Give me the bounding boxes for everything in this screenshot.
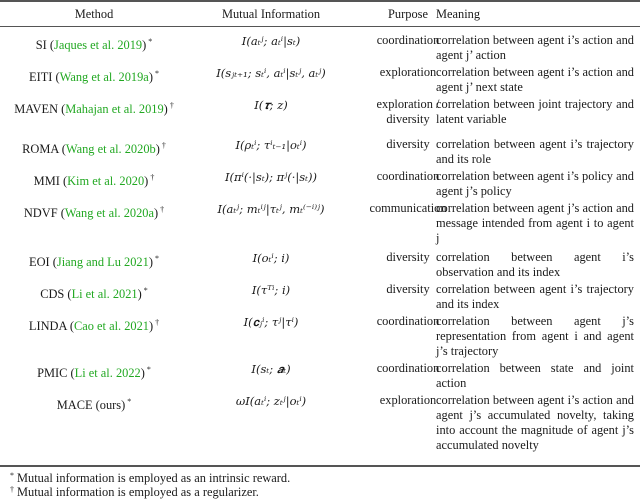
table-row-method: NDVF (Wang et al. 2020a) †: [23, 205, 165, 220]
table-row-mutual-information: I(oₜⁱ; i): [252, 251, 290, 265]
table-row-method: PMIC (Li et al. 2022) *: [37, 365, 151, 380]
table-row-purpose: exploration / diversity: [376, 97, 440, 126]
bottom-rule: [0, 465, 640, 467]
citation-link[interactable]: Mahajan et al. 2019: [65, 102, 164, 116]
citation-link[interactable]: Jaques et al. 2019: [54, 38, 143, 52]
table-row-mutual-information: I(𝐜ⱼⁱ; τʲ|τⁱ): [243, 315, 299, 329]
table-row-purpose: exploration: [379, 65, 437, 79]
table-row-purpose: coordination: [376, 361, 440, 375]
table-row-purpose: diversity: [386, 137, 430, 151]
table-row-mutual-information: I(𝝉; z): [254, 98, 288, 112]
table-row-mutual-information: I(τᵀⁱ; i): [251, 283, 291, 297]
table-row-method: EITI (Wang et al. 2019a) *: [29, 69, 159, 84]
table-row-method: LINDA (Cao et al. 2021) †: [28, 318, 160, 333]
citation-link[interactable]: Jiang and Lu 2021: [56, 255, 149, 269]
table-row-mutual-information: I(sⱼₜ₊₁; sₜⁱ, aₜⁱ|sₜʲ, aₜʲ): [216, 66, 326, 80]
table-row-meaning: correlation between agent i’s action and agent j’ action: [436, 33, 634, 62]
citation-link[interactable]: Li et al. 2021: [71, 287, 138, 301]
table-row-method: MACE (ours) *: [56, 397, 132, 412]
table-row-purpose: diversity: [386, 282, 430, 296]
table-row-meaning: correlation between joint trajectory and latent variable: [436, 97, 634, 126]
table-row-meaning: correlation between agent i’s trajectory and its index: [436, 282, 634, 311]
table-row-meaning: correlation between agent i’s action and agent j’s accumulated novelty, taking into account the magnitude of agent j’s accumulated novelty: [436, 393, 634, 452]
citation-link[interactable]: Wang et al. 2019a: [59, 70, 149, 84]
top-rule: [0, 0, 640, 2]
footnote-intrinsic-reward: * Mutual information is employed as an intrinsic reward.: [10, 471, 291, 485]
header-mutual-information: Mutual Information: [221, 7, 321, 21]
table-row-mutual-information: I(aₜʲ; mₜⁱʲ|τₜʲ, mₜ⁽⁻ⁱ⁾ʲ): [217, 202, 325, 216]
table-row-meaning: correlation between agent i’s trajectory and its role: [436, 137, 634, 166]
table-row-mutual-information: ωI(aₜⁱ; zₜʲ|oₜⁱ): [235, 394, 307, 408]
table-row-purpose: exploration: [379, 393, 437, 407]
table-row-meaning: correlation between agent i’s observation and its index: [436, 250, 634, 279]
table-row-mutual-information: I(sₜ; 𝒂ₜ): [251, 362, 291, 376]
header-purpose: Purpose: [388, 7, 428, 21]
table-row-meaning: correlation between agent i’s policy and agent j’s policy: [436, 169, 634, 198]
table-row-meaning: correlation between state and joint action: [436, 361, 634, 390]
header-meaning: Meaning: [436, 7, 481, 21]
table-row-method: CDS (Li et al. 2021) *: [40, 286, 148, 301]
footnote-regularizer: † Mutual information is employed as a regularizer.: [10, 485, 259, 499]
citation-link[interactable]: Wang et al. 2020a: [64, 206, 154, 220]
citation-link[interactable]: Li et al. 2022: [74, 366, 141, 380]
table-row-meaning: correlation between agent i’s action and agent j’ next state: [436, 65, 634, 94]
table-row-mutual-information: I(πⁱ(·|sₜ); πʲ(·|sₜ)): [225, 170, 317, 184]
table-row-method: MAVEN (Mahajan et al. 2019) †: [14, 101, 174, 116]
table-row-meaning: correlation between agent j’s action and message intended from agent i to agent j: [436, 201, 634, 245]
table-row-meaning: correlation between agent j’s representation from agent i and agent j’s trajectory: [436, 314, 634, 358]
table-row-purpose: coordination: [376, 33, 440, 47]
citation-link[interactable]: Kim et al. 2020: [67, 174, 145, 188]
header-rule: [0, 26, 640, 27]
table-row-method: MMI (Kim et al. 2020) †: [33, 173, 155, 188]
table-row-mutual-information: I(ρₜⁱ; τⁱₜ₋₁|oₜⁱ): [235, 138, 307, 152]
table-row-method: ROMA (Wang et al. 2020b) †: [22, 141, 166, 156]
table-row-purpose: coordination: [376, 169, 440, 183]
table-row-method: EOI (Jiang and Lu 2021) *: [29, 254, 159, 269]
header-method: Method: [74, 7, 114, 21]
table-row-method: SI (Jaques et al. 2019) *: [35, 37, 153, 52]
table-row-mutual-information: I(aₜʲ; aₜⁱ|sₜ): [241, 34, 301, 48]
citation-link[interactable]: Cao et al. 2021: [73, 319, 149, 333]
table-row-purpose: coordination: [376, 314, 440, 328]
table-row-purpose: diversity: [386, 250, 430, 264]
citation-link[interactable]: Wang et al. 2020b: [65, 142, 156, 156]
table-row-purpose: communication: [369, 201, 447, 215]
